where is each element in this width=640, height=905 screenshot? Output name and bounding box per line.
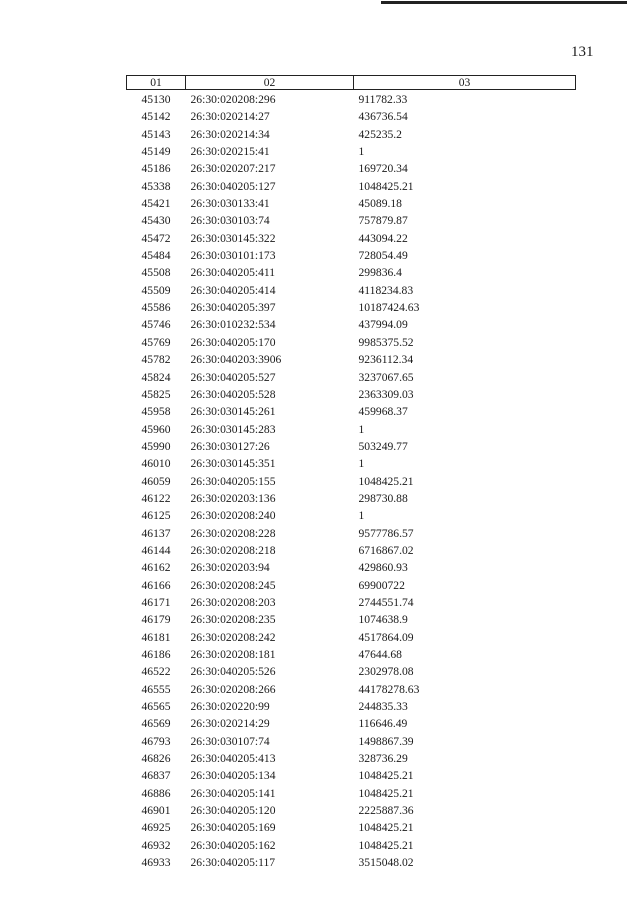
table-cell: 46122 <box>141 491 171 505</box>
table-cell: 46125 <box>141 509 171 523</box>
table-cell: 443094.22 <box>358 231 408 245</box>
table-cell: 26:30:040205:526 <box>190 665 276 679</box>
table-row <box>127 212 576 229</box>
table-cell: 46010 <box>141 457 171 471</box>
table-row <box>127 490 576 507</box>
table-cell: 45421 <box>141 197 171 211</box>
table-cell: 26:30:040205:414 <box>190 283 276 297</box>
table-cell: 26:30:040205:527 <box>190 370 276 384</box>
table-cell: 45958 <box>141 405 171 419</box>
table-cell: 26:30:040205:117 <box>190 856 276 870</box>
table-cell: 1048425.21 <box>358 769 414 783</box>
table-cell: 45338 <box>141 179 171 193</box>
table-cell: 298730.88 <box>358 491 408 505</box>
table-row <box>127 369 576 386</box>
table-cell: 26:30:020215:41 <box>190 145 270 159</box>
table-cell: 2363309.03 <box>358 387 414 401</box>
table-row <box>127 351 576 368</box>
table-row <box>127 230 576 247</box>
table-cell: 46555 <box>141 682 171 696</box>
table-cell: 26:30:040205:155 <box>190 474 276 488</box>
table-row <box>127 559 576 576</box>
table-row <box>127 421 576 438</box>
table-cell: 757879.87 <box>358 214 408 228</box>
table-cell: 26:30:030145:351 <box>190 457 276 471</box>
table-row <box>127 90 576 109</box>
table-cell: 26:30:020208:228 <box>190 526 276 540</box>
table-cell: 4517864.09 <box>358 630 414 644</box>
table-cell: 46162 <box>141 561 171 575</box>
table-row <box>127 108 576 125</box>
table-cell: 26:30:040205:120 <box>190 804 276 818</box>
table-cell: 169720.34 <box>358 162 408 176</box>
table-body <box>127 90 576 872</box>
table-row <box>127 455 576 472</box>
table-cell: 26:30:030145:322 <box>190 231 276 245</box>
table-row <box>127 715 576 732</box>
table-cell: 1 <box>358 457 365 471</box>
table-cell: 2302978.08 <box>358 665 414 679</box>
table-cell: 299836.4 <box>358 266 402 280</box>
table-row <box>127 126 576 143</box>
table-cell: 26:30:040205:162 <box>190 838 276 852</box>
table-row <box>127 507 576 524</box>
table-cell: 45430 <box>141 214 171 228</box>
table-cell: 26:30:030133:41 <box>190 197 270 211</box>
table-cell: 6716867.02 <box>358 543 414 557</box>
table-row <box>127 438 576 455</box>
table-row <box>127 785 576 802</box>
table-cell: 2225887.36 <box>358 804 414 818</box>
table-cell: 45586 <box>141 301 171 315</box>
table-cell: 1048425.21 <box>358 474 414 488</box>
table-cell: 45089.18 <box>358 197 402 211</box>
table-cell: 45484 <box>141 249 171 263</box>
table-cell: 45472 <box>141 231 171 245</box>
table-cell: 26:30:030107:74 <box>190 734 270 748</box>
page-number: 131 <box>571 44 594 60</box>
table-cell: 46181 <box>141 630 171 644</box>
table-cell: 3515048.02 <box>358 856 414 870</box>
table-cell: 26:30:020214:27 <box>190 110 270 124</box>
table-cell: 45142 <box>141 110 171 124</box>
table-cell: 45130 <box>141 93 171 106</box>
table-cell: 45509 <box>141 283 171 297</box>
table-cell: 46186 <box>141 648 171 661</box>
table-row <box>127 698 576 715</box>
table-row <box>127 837 576 854</box>
table-cell: 244835.33 <box>358 700 408 714</box>
table-cell: 26:30:030103:74 <box>190 214 270 228</box>
table-cell: 46932 <box>141 838 171 852</box>
table-cell: 437994.09 <box>358 318 408 332</box>
table-cell: 45746 <box>141 318 171 332</box>
table-cell: 1 <box>358 422 365 436</box>
top-rule <box>381 1 627 4</box>
table-cell: 26:30:010232:534 <box>190 318 276 332</box>
table-cell: 26:30:020208:266 <box>190 682 276 696</box>
table-row <box>127 473 576 490</box>
table-cell: 26:30:020208:296 <box>190 93 276 106</box>
table-cell: 26:30:030127:26 <box>190 439 270 453</box>
table-cell: 9236112.34 <box>358 353 414 367</box>
table-cell: 26:30:030145:261 <box>190 405 276 419</box>
data-table-container <box>126 75 576 871</box>
table-row <box>127 750 576 767</box>
table-cell: 26:30:020220:99 <box>190 700 270 714</box>
table-cell: 46886 <box>141 786 171 800</box>
table-cell: 26:30:040205:528 <box>190 387 276 401</box>
table-cell: 45825 <box>141 387 171 401</box>
table-cell: 26:30:020203:94 <box>190 561 270 575</box>
table-row <box>127 542 576 559</box>
table-cell: 26:30:040203:3906 <box>190 353 282 367</box>
table-cell: 1 <box>358 145 365 159</box>
table-cell: 728054.49 <box>358 249 408 263</box>
table-cell: 1048425.21 <box>358 179 414 193</box>
table-cell: 45143 <box>141 127 171 141</box>
table-row <box>127 299 576 316</box>
table-row <box>127 160 576 177</box>
table-row <box>127 316 576 333</box>
table-cell: 26:30:020207:217 <box>190 162 276 176</box>
table-cell: 1048425.21 <box>358 786 414 800</box>
table-cell: 26:30:020203:136 <box>190 491 276 505</box>
data-table <box>126 75 576 871</box>
table-row <box>127 819 576 836</box>
table-cell: 46171 <box>141 595 171 609</box>
table-cell: 4118234.83 <box>358 283 414 297</box>
table-cell: 45824 <box>141 370 171 384</box>
table-cell: 10187424.63 <box>358 301 420 315</box>
table-cell: 26:30:040205:413 <box>190 752 276 766</box>
table-row <box>127 646 576 663</box>
table-cell: 69900722 <box>358 578 405 592</box>
table-row <box>127 386 576 403</box>
column-header-02: 02 <box>186 76 354 90</box>
table-row <box>127 282 576 299</box>
table-cell: 2744551.74 <box>358 595 414 609</box>
table-cell: 9577786.57 <box>358 526 414 540</box>
table-cell: 26:30:020208:245 <box>190 578 276 592</box>
table-cell: 3237067.65 <box>358 370 414 384</box>
table-row <box>127 264 576 281</box>
table-cell: 26:30:020208:242 <box>190 630 276 644</box>
table-row <box>127 663 576 680</box>
table-cell: 45508 <box>141 266 171 280</box>
table-cell: 44178278.63 <box>358 682 420 696</box>
table-row <box>127 334 576 351</box>
table-cell: 116646.49 <box>358 717 408 731</box>
table-cell: 26:30:030145:283 <box>190 422 276 436</box>
table-cell: 46137 <box>141 526 171 540</box>
table-cell: 26:30:040205:170 <box>190 335 276 349</box>
table-cell: 46166 <box>141 578 171 592</box>
table-cell: 459968.37 <box>358 405 408 419</box>
table-cell: 45186 <box>141 162 171 176</box>
table-cell: 45149 <box>141 145 171 159</box>
table-cell: 1074638.9 <box>358 613 408 627</box>
table-cell: 9985375.52 <box>358 335 414 349</box>
table-cell: 46179 <box>141 613 171 627</box>
table-row <box>127 143 576 160</box>
table-cell: 46837 <box>141 769 171 783</box>
table-cell: 425235.2 <box>358 127 402 141</box>
table-cell: 46826 <box>141 752 171 766</box>
table-row <box>127 525 576 542</box>
table-cell: 1498867.39 <box>358 734 414 748</box>
table-row <box>127 802 576 819</box>
table-row <box>127 767 576 784</box>
table-row <box>127 611 576 628</box>
table-row <box>127 594 576 611</box>
table-cell: 45990 <box>141 439 171 453</box>
table-row <box>127 854 576 871</box>
table-row <box>127 733 576 750</box>
table-cell: 436736.54 <box>358 110 408 124</box>
table-cell: 46522 <box>141 665 171 679</box>
table-row <box>127 178 576 195</box>
table-cell: 328736.29 <box>358 752 408 766</box>
table-cell: 46565 <box>141 700 171 714</box>
table-cell: 45769 <box>141 335 171 349</box>
table-cell: 46793 <box>141 734 171 748</box>
table-cell: 46925 <box>141 821 171 835</box>
table-cell: 26:30:040205:169 <box>190 821 276 835</box>
column-header-03: 03 <box>354 76 576 90</box>
table-row <box>127 577 576 594</box>
table-cell: 45782 <box>141 353 171 367</box>
table-cell: 26:30:020208:181 <box>190 648 276 661</box>
table-row <box>127 195 576 212</box>
table-cell: 46569 <box>141 717 171 731</box>
table-cell: 26:30:040205:397 <box>190 301 276 315</box>
table-cell: 26:30:020214:29 <box>190 717 270 731</box>
table-row <box>127 629 576 646</box>
table-cell: 46901 <box>141 804 171 818</box>
table-cell: 26:30:040205:134 <box>190 769 276 783</box>
table-row <box>127 247 576 264</box>
table-cell: 1 <box>358 509 365 523</box>
table-row <box>127 681 576 698</box>
table-cell: 26:30:020208:240 <box>190 509 276 523</box>
table-cell: 26:30:020214:34 <box>190 127 270 141</box>
column-header-01: 01 <box>127 76 186 90</box>
table-cell: 503249.77 <box>358 439 408 453</box>
table-cell: 26:30:040205:411 <box>190 266 276 280</box>
table-cell: 45960 <box>141 422 171 436</box>
table-row <box>127 403 576 420</box>
table-cell: 26:30:030101:173 <box>190 249 276 263</box>
table-cell: 26:30:020208:218 <box>190 543 276 557</box>
table-cell: 46933 <box>141 856 171 870</box>
table-cell: 26:30:040205:127 <box>190 179 276 193</box>
table-cell: 429860.93 <box>358 561 408 575</box>
table-cell: 26:30:020208:235 <box>190 613 276 627</box>
table-cell: 46059 <box>141 474 171 488</box>
table-cell: 46144 <box>141 543 171 557</box>
table-cell: 26:30:020208:203 <box>190 595 276 609</box>
table-cell: 911782.33 <box>358 93 408 106</box>
table-header-row <box>127 76 576 90</box>
table-cell: 47644.68 <box>358 648 402 661</box>
table-cell: 1048425.21 <box>358 838 414 852</box>
table-cell: 26:30:040205:141 <box>190 786 276 800</box>
table-cell: 1048425.21 <box>358 821 414 835</box>
